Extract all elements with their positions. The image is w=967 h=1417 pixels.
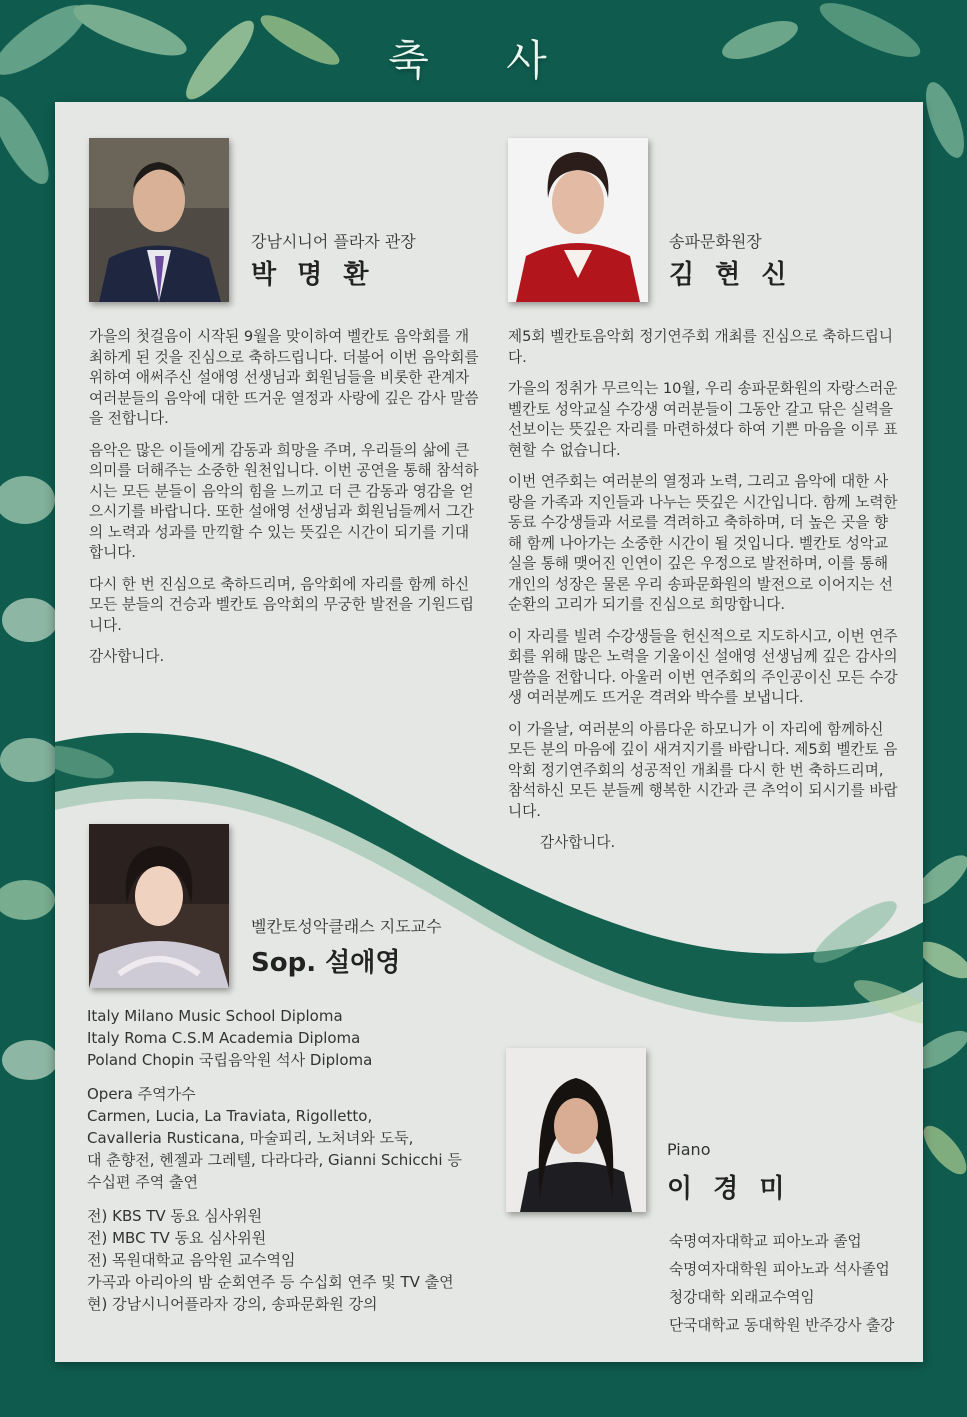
role-park: 강남시니어 플라자 관장 bbox=[251, 232, 416, 251]
credit-group bbox=[87, 1005, 497, 1071]
name-kim: 김 현 신 bbox=[669, 260, 793, 290]
name-seol: Sop. 설애영 bbox=[251, 948, 401, 978]
portrait-photo-lee bbox=[506, 1048, 646, 1212]
closing: 감사합니다. bbox=[540, 834, 616, 851]
paragraph: 이번 연주회는 여러분의 열정과 노력, 그리고 음악에 대한 사랑을 가족과 지인들과 나누는 뜻깊은 시간입니다. 함께 노력한 동료 수강생들과 서로를 격려하고 축하하며, 더 높은 곳을 향해 함께 나아가는 소중한 시간이 될 것입니다. 벨칸토 성악교실을 통해 맺어진 인연이 깊은 우정으로 발전하며, 이를 통해 개인의 성장은 물론 우리 송파문화원의 발전으로 이어지는 선순환의 고리가 되기를 진심으로 희망합니다. bbox=[508, 473, 898, 613]
credit-line: 숙명여자대학교 피아노과 졸업 bbox=[669, 1233, 862, 1250]
paragraph: 이 자리를 빌려 수강생들을 헌신적으로 지도하시고, 이번 연주회를 위해 많은 노력을 기울이신 설애영 선생님께 깊은 감사의 말씀을 전합니다. 아울러 이번 연주회의 주인공이신 모든 수강생 여러분께도 뜨거운 격려와 박수를 보냅니다. bbox=[508, 627, 898, 706]
paragraph: 음악은 많은 이들에게 감동과 희망을 주며, 우리들의 삶에 큰 의미를 더해주는 소중한 원천입니다. 이번 공연을 통해 참석하시는 모든 분들이 음악의 힘을 느끼고 더 큰 감동과 영감을 얻으시기를 바랍니다. 또한 설애영 선생님과 회원님들께서 그간의 노력과 성과를 만끽할 수 있는 뜻깊은 시간이 되기를 기대합니다. bbox=[89, 441, 479, 561]
credit-line: 전) MBC TV 동요 심사위원 bbox=[87, 1229, 267, 1247]
credit-line: 청강대학 외래교수역임 bbox=[669, 1289, 815, 1306]
credit-group bbox=[87, 1083, 497, 1193]
paragraph: 이 가을날, 여러분의 아름다운 하모니가 이 자리에 함께하신 모든 분의 마음에 깊이 새겨지기를 바랍니다. 제5회 벨칸토 음악회 정기연주회의 성공적인 개최를 다시 한 번 축하드리며, 참석하신 모든 분들께 행복한 시간과 큰 추억이 되시기를 바랍니다. bbox=[508, 720, 898, 820]
credit-line: 숙명여자대학원 피아노과 석사졸업 bbox=[669, 1261, 890, 1278]
name-park: 박 명 환 bbox=[251, 260, 375, 290]
paragraph: 가을의 첫걸음이 시작된 9월을 맞이하여 벨칸토 음악회를 개최하게 된 것을 진심으로 축하드립니다. 더불어 이번 음악회를 위하여 애써주신 설애영 선생님과 회원님들을 비롯한 관계자 여러분들의 음악에 대한 뜨거운 열정과 사랑에 깊은 감사 말씀을 전합니다. bbox=[89, 328, 479, 427]
credit-line: 전) 목원대학교 음악원 교수역임 bbox=[87, 1251, 296, 1269]
portrait-photo-seol bbox=[89, 824, 229, 988]
credit-line: 수십편 주역 출연 bbox=[87, 1173, 198, 1191]
credit-line: Italy Roma C.S.M Academia Diploma bbox=[87, 1029, 361, 1047]
credit-line: Italy Milano Music School Diploma bbox=[87, 1007, 343, 1025]
portrait-photo-kim bbox=[508, 138, 648, 302]
content-panel bbox=[55, 102, 923, 1362]
credits-lee bbox=[669, 1228, 919, 1340]
message-kim bbox=[508, 327, 898, 865]
paragraph: 다시 한 번 진심으로 축하드리며, 음악회에 자리를 함께 하신 모든 분들의 건승과 벨칸토 음악회의 무궁한 발전을 기원드립니다. bbox=[89, 575, 474, 634]
credit-line: Opera 주역가수 bbox=[87, 1085, 196, 1103]
credit-line: 현) 강남시니어플라자 강의, 송파문화원 강의 bbox=[87, 1295, 378, 1313]
credits-seol bbox=[87, 1005, 497, 1327]
paragraph: 가을의 정취가 무르익는 10월, 우리 송파문화원의 자랑스러운 벨칸토 성악교실 수강생 여러분들이 그동안 갈고 닦은 실력을 선보이는 뜻깊은 자리를 마련하셨다 하여 기쁜 마음을 이루 표현할 수 없습니다. bbox=[508, 380, 898, 459]
credit-line: Poland Chopin 국립음악원 석사 Diploma bbox=[87, 1051, 373, 1069]
name-lee: 이 경 미 bbox=[667, 1174, 791, 1204]
paragraph: 감사합니다. bbox=[89, 648, 165, 665]
credit-line: 단국대학교 동대학원 반주강사 출강 bbox=[669, 1317, 895, 1334]
message-park bbox=[89, 327, 479, 679]
credit-line: Cavalleria Rusticana, 마술피리, 노처녀와 도둑, bbox=[87, 1129, 414, 1147]
role-lee: Piano bbox=[667, 1140, 711, 1159]
credit-line: Carmen, Lucia, La Traviata, Rigolletto, bbox=[87, 1107, 373, 1125]
paragraph: 제5회 벨칸토음악회 정기연주회 개최를 진심으로 축하드립니다. bbox=[508, 328, 893, 366]
credit-group bbox=[87, 1205, 497, 1315]
portrait-photo-park bbox=[89, 138, 229, 302]
role-seol: 벨칸토성악클래스 지도교수 bbox=[251, 917, 442, 936]
credit-line: 가곡과 아리아의 밤 순회연주 등 수십회 연주 및 TV 출연 bbox=[87, 1273, 454, 1291]
role-kim: 송파문화원장 bbox=[669, 232, 762, 251]
credit-line: 대 춘향전, 헨젤과 그레텔, 다라다라, Gianni Schicchi 등 bbox=[87, 1151, 462, 1169]
page-title: 축 사 bbox=[388, 36, 579, 85]
credit-line: 전) KBS TV 동요 심사위원 bbox=[87, 1207, 263, 1225]
